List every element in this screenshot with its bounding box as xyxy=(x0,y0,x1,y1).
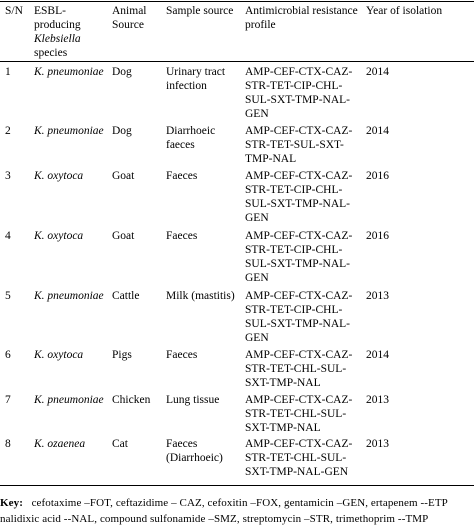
row-amr xyxy=(245,289,352,345)
row-animal: Goat xyxy=(112,170,135,182)
row-amr-line: AMP-CEF-CTX-CAZ- xyxy=(245,170,353,182)
row-animal: Pigs xyxy=(112,349,132,361)
row-amr-line: SUL-SXT-TMP-NAL- xyxy=(245,318,350,330)
row-amr-line: AMP-CEF-CTX-CAZ- xyxy=(245,290,353,302)
row-species: K. pneumoniae xyxy=(34,66,104,78)
row-amr-line: STR-TET-CHL-SUL- xyxy=(245,363,347,375)
row-amr-line: SUL-SXT-TMP-NAL- xyxy=(245,94,350,106)
row-species: K. pneumoniae xyxy=(34,394,104,406)
row-sample xyxy=(166,348,197,362)
key-label: Key: xyxy=(0,497,24,509)
row-sample-line: Faeces xyxy=(166,230,198,242)
key-line-2 xyxy=(0,512,428,526)
row-year: 2016 xyxy=(366,170,389,182)
row-sample xyxy=(166,169,197,183)
header-animal-line: Animal xyxy=(112,5,147,17)
header-year: Year of isolation xyxy=(366,5,443,17)
row-sn: 8 xyxy=(5,438,11,450)
key-text-1: cefotaxime –FOT, ceftazidime – CAZ, cefoxitin –FOX, gentamicin –GEN, ertapenem --ETP xyxy=(31,497,448,509)
row-sample xyxy=(166,229,197,243)
table-bottom-rule xyxy=(0,485,474,486)
row-amr xyxy=(245,124,352,166)
row-amr xyxy=(245,169,352,225)
row-sample-line: Faeces xyxy=(166,438,198,450)
row-amr xyxy=(245,65,352,121)
header-species-line: producing xyxy=(34,19,81,31)
row-amr-line: STR-TET-CHL-SUL- xyxy=(245,452,347,464)
row-year: 2013 xyxy=(366,438,389,450)
row-sample-line: (Diarrhoeic) xyxy=(166,452,223,464)
row-amr-line: SXT-TMP-NAL xyxy=(245,422,321,434)
row-year: 2014 xyxy=(366,66,389,78)
header-species-line: Klebsiella xyxy=(34,33,81,45)
row-sn: 7 xyxy=(5,394,11,406)
row-sample-line: faeces xyxy=(166,139,195,151)
row-species: K. ozaenea xyxy=(34,438,86,450)
row-sample xyxy=(166,289,235,303)
row-amr-line: SUL-SXT-TMP-NAL- xyxy=(245,258,350,270)
row-sample-line: Faeces xyxy=(166,349,198,361)
row-amr-line: STR-TET-CIP-CHL- xyxy=(245,184,343,196)
row-amr xyxy=(245,348,352,390)
row-amr xyxy=(245,229,352,285)
row-sample xyxy=(166,124,215,152)
row-amr-line: GEN xyxy=(245,272,269,284)
row-sample-line: Diarrhoeic xyxy=(166,125,216,137)
row-amr-line: AMP-CEF-CTX-CAZ- xyxy=(245,438,353,450)
row-year: 2013 xyxy=(366,394,389,406)
row-amr xyxy=(245,437,352,479)
row-amr-line: SXT-TMP-NAL-GEN xyxy=(245,466,349,478)
row-amr-line: SUL-SXT-TMP-NAL- xyxy=(245,198,350,210)
header-species xyxy=(34,4,81,60)
row-sample xyxy=(166,437,223,465)
row-year: 2013 xyxy=(366,290,389,302)
header-amr xyxy=(245,4,358,32)
row-sn: 5 xyxy=(5,290,11,302)
row-animal: Chicken xyxy=(112,394,151,406)
row-amr-line: STR-TET-SUL-SXT- xyxy=(245,139,344,151)
header-amr-line: Antimicrobial resistance xyxy=(245,5,358,17)
row-sample xyxy=(166,65,225,93)
row-species: K. pneumoniae xyxy=(34,290,104,302)
row-amr-line: GEN xyxy=(245,212,269,224)
row-amr-line: STR-TET-CIP-CHL- xyxy=(245,244,343,256)
row-amr-line: AMP-CEF-CTX-CAZ- xyxy=(245,230,353,242)
row-species: K. oxytoca xyxy=(34,349,84,361)
row-amr-line: AMP-CEF-CTX-CAZ- xyxy=(245,394,353,406)
row-animal: Cat xyxy=(112,438,128,450)
header-sample: Sample source xyxy=(166,5,234,17)
header-amr-line: profile xyxy=(245,19,276,31)
row-amr-line: AMP-CEF-CTX-CAZ- xyxy=(245,66,353,78)
row-animal: Goat xyxy=(112,230,135,242)
row-sample-line: Urinary tract xyxy=(166,66,226,78)
row-amr-line: STR-TET-CIP-CHL- xyxy=(245,304,343,316)
header-species-line: ESBL- xyxy=(34,5,66,17)
table-top-rule xyxy=(0,1,474,2)
row-sample-line: infection xyxy=(166,80,207,92)
row-sn: 3 xyxy=(5,170,11,182)
header-animal-line: Source xyxy=(112,19,144,31)
row-animal: Dog xyxy=(112,66,132,78)
row-amr-line: GEN xyxy=(245,332,269,344)
row-sn: 6 xyxy=(5,349,11,361)
row-sn: 2 xyxy=(5,125,11,137)
row-sn: 1 xyxy=(5,66,11,78)
row-sample-line: Faeces xyxy=(166,170,198,182)
row-year: 2014 xyxy=(366,349,389,361)
row-year: 2014 xyxy=(366,125,389,137)
row-amr-line: AMP-CEF-CTX-CAZ- xyxy=(245,125,353,137)
header-species-line: species xyxy=(34,47,68,59)
row-species: K. pneumoniae xyxy=(34,125,104,137)
row-amr-line: STR-TET-CHL-SUL- xyxy=(245,408,347,420)
row-year: 2016 xyxy=(366,230,389,242)
row-animal: Cattle xyxy=(112,290,140,302)
row-sample-line: Milk (mastitis) xyxy=(166,290,235,302)
row-amr-line: STR-TET-CIP-CHL- xyxy=(245,80,343,92)
row-amr-line: SXT-TMP-NAL xyxy=(245,377,321,389)
row-sample-line: Lung tissue xyxy=(166,394,220,406)
key-line-1 xyxy=(0,496,448,510)
row-amr-line: TMP-NAL xyxy=(245,153,297,165)
header-animal xyxy=(112,4,147,32)
row-amr-line: GEN xyxy=(245,108,269,120)
header-sn: S/N xyxy=(5,5,23,17)
key-text-2: nalidixic acid --NAL, compound sulfonamide –SMZ, streptomycin –STR, trimethoprim --TMP xyxy=(0,513,429,525)
row-sample xyxy=(166,393,219,407)
header-bottom-rule xyxy=(0,61,474,62)
row-species: K. oxytoca xyxy=(34,170,84,182)
row-amr xyxy=(245,393,352,435)
row-amr-line: AMP-CEF-CTX-CAZ- xyxy=(245,349,353,361)
row-sn: 4 xyxy=(5,230,11,242)
row-animal: Dog xyxy=(112,125,132,137)
row-species: K. oxytoca xyxy=(34,230,84,242)
